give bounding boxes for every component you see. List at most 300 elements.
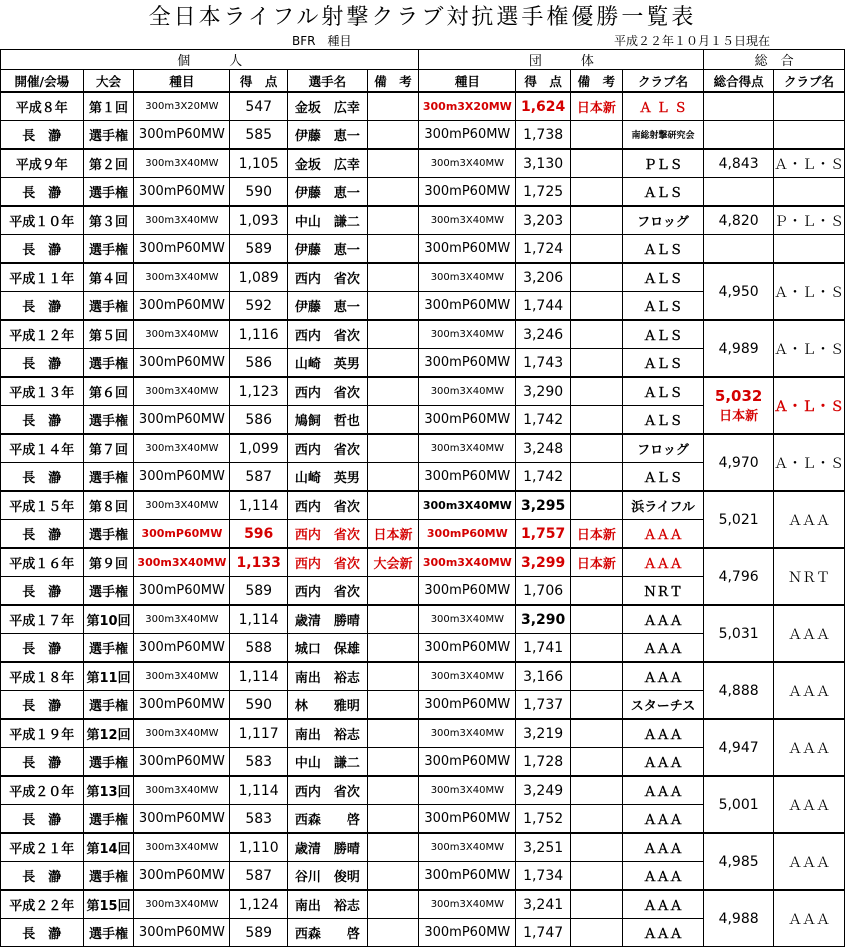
event-cell: 300m3X40MW (134, 263, 230, 292)
player-cell: 歳清 勝晴 (288, 605, 368, 634)
score-cell: 590 (230, 178, 288, 207)
team-event-cell: 300mP60MW (419, 463, 516, 492)
team-event-cell: 300m3X40MW (419, 491, 516, 520)
team-event-cell: 300m3X40MW (419, 377, 516, 406)
table-row (1, 377, 845, 406)
team-score-cell: 1,725 (516, 178, 571, 207)
team-remark-cell (571, 349, 623, 378)
event-cell: 300mP60MW (134, 634, 230, 663)
remark-cell (367, 434, 419, 463)
team-score-cell: 1,741 (516, 634, 571, 663)
total-score: 4,950 (718, 283, 759, 300)
club-cell: Ａ Ｌ Ｓ (622, 92, 704, 121)
team-event-cell: 300mP60MW (419, 349, 516, 378)
team-remark-cell (571, 406, 623, 435)
player-cell: 西内 省次 (288, 377, 368, 406)
year-cell: 平成１６年 (1, 548, 84, 577)
team-event-cell: 300m3X40MW (419, 548, 516, 577)
score-cell: 1,124 (230, 890, 288, 919)
edition-cell: 第15回 (83, 890, 134, 919)
total-score-cell (704, 662, 774, 719)
player-cell: 谷川 俊明 (288, 862, 368, 891)
team-remark-cell (571, 662, 623, 691)
remark-cell (367, 719, 419, 748)
team-score-cell: 1,737 (516, 691, 571, 720)
team-event-cell: 300m3X40MW (419, 605, 516, 634)
club-cell: ＡＡＡ (622, 805, 704, 834)
col-edition: 大会 (83, 70, 134, 93)
event-cell: 300mP60MW (134, 235, 230, 264)
edition-cell: 選手権 (83, 919, 134, 947)
player-cell: 西内 省次 (288, 577, 368, 606)
team-remark-cell (571, 776, 623, 805)
team-score-cell: 1,752 (516, 805, 571, 834)
total-score-cell (704, 605, 774, 662)
team-event-cell: 300mP60MW (419, 520, 516, 549)
team-score-cell: 1,728 (516, 748, 571, 777)
venue-cell: 長 瀞 (1, 349, 84, 378)
event-cell: 300mP60MW (134, 292, 230, 321)
remark-cell (367, 605, 419, 634)
player-cell: 南出 裕志 (288, 890, 368, 919)
player-cell: 西森 啓 (288, 919, 368, 947)
table-row (1, 719, 845, 748)
year-cell: 平成１２年 (1, 320, 84, 349)
team-event-cell: 300mP60MW (419, 292, 516, 321)
remark-cell (367, 634, 419, 663)
score-cell: 1,114 (230, 776, 288, 805)
event-cell: 300mP60MW (134, 463, 230, 492)
edition-cell: 第13回 (83, 776, 134, 805)
team-remark-cell (571, 292, 623, 321)
edition-cell: 第10回 (83, 605, 134, 634)
team-remark-cell (571, 890, 623, 919)
remark-cell (367, 406, 419, 435)
team-remark-cell (571, 463, 623, 492)
table-row (1, 890, 845, 919)
total-score-cell (704, 178, 774, 207)
total-score-cell (704, 434, 774, 491)
club-cell: ＡＬＳ (622, 235, 704, 264)
team-score-cell: 3,203 (516, 206, 571, 235)
venue-cell: 長 瀞 (1, 919, 84, 947)
club-cell: ＡＡＡ (622, 833, 704, 862)
team-event-cell: 300m3X20MW (419, 92, 516, 121)
score-cell: 1,116 (230, 320, 288, 349)
club-cell: ＡＬＳ (622, 178, 704, 207)
remark-cell (367, 463, 419, 492)
team-event-cell: 300mP60MW (419, 691, 516, 720)
club-cell: ＡＬＳ (622, 463, 704, 492)
team-remark-cell (571, 605, 623, 634)
score-cell: 1,123 (230, 377, 288, 406)
total-club-cell (773, 235, 844, 264)
total-record-note: 日本新 (719, 409, 759, 424)
remark-cell (367, 206, 419, 235)
event-cell: 300m3X40MW (134, 377, 230, 406)
team-event-cell: 300mP60MW (419, 862, 516, 891)
event-cell: 300m3X40MW (134, 206, 230, 235)
team-remark-cell: 日本新 (571, 548, 623, 577)
table-row (1, 235, 845, 264)
team-score-cell: 1,747 (516, 919, 571, 947)
col-team-event: 種目 (419, 70, 516, 93)
year-cell: 平成１１年 (1, 263, 84, 292)
event-cell: 300mP60MW (134, 577, 230, 606)
total-score-cell (704, 377, 774, 434)
team-remark-cell (571, 320, 623, 349)
total-score: 4,796 (718, 568, 759, 585)
team-remark-cell (571, 805, 623, 834)
year-cell: 平成１７年 (1, 605, 84, 634)
team-event-cell: 300m3X40MW (419, 149, 516, 178)
remark-cell (367, 805, 419, 834)
club-cell: ＡＬＳ (622, 263, 704, 292)
event-cell: 300m3X40MW (134, 434, 230, 463)
club-cell: ＰＬＳ (622, 149, 704, 178)
team-score-cell: 1,757 (516, 520, 571, 549)
edition-cell: 選手権 (83, 577, 134, 606)
total-club-cell (773, 178, 844, 207)
event-cell: 300mP60MW (134, 919, 230, 947)
team-remark-cell (571, 149, 623, 178)
total-score-cell (704, 890, 774, 947)
total-score: 5,021 (718, 511, 759, 528)
total-club-cell: Ａ・Ｌ・Ｓ (773, 434, 844, 491)
team-event-cell: 300mP60MW (419, 634, 516, 663)
section-individual: 個 人 (1, 50, 419, 70)
score-cell: 1,093 (230, 206, 288, 235)
team-remark-cell (571, 178, 623, 207)
edition-cell: 第５回 (83, 320, 134, 349)
total-score-cell (704, 491, 774, 548)
venue-cell: 長 瀞 (1, 748, 84, 777)
team-remark-cell (571, 634, 623, 663)
club-cell: ＡＡＡ (622, 662, 704, 691)
year-cell: 平成２１年 (1, 833, 84, 862)
edition-cell: 選手権 (83, 121, 134, 150)
team-remark-cell: 日本新 (571, 92, 623, 121)
team-event-cell: 300mP60MW (419, 805, 516, 834)
year-cell: 平成８年 (1, 92, 84, 121)
total-score: 4,970 (718, 454, 759, 471)
team-score-cell: 3,241 (516, 890, 571, 919)
total-club-cell (773, 121, 844, 150)
remark-cell (367, 662, 419, 691)
player-cell: 鳩飼 哲也 (288, 406, 368, 435)
event-cell: 300m3X20MW (134, 92, 230, 121)
player-cell: 西内 省次 (288, 520, 368, 549)
year-cell: 平成１９年 (1, 719, 84, 748)
venue-cell: 長 瀞 (1, 463, 84, 492)
event-cell: 300m3X40MW (134, 320, 230, 349)
team-score-cell: 1,734 (516, 862, 571, 891)
remark-cell (367, 748, 419, 777)
team-score-cell: 3,246 (516, 320, 571, 349)
page-title: 全日本ライフル射撃クラブ対抗選手権優勝一覧表 (148, 5, 697, 30)
club-cell: ＡＡＡ (622, 548, 704, 577)
edition-cell: 第９回 (83, 548, 134, 577)
edition-cell: 選手権 (83, 178, 134, 207)
team-score-cell: 3,299 (516, 548, 571, 577)
total-club-cell: ＡＡＡ (773, 719, 844, 776)
score-cell: 589 (230, 919, 288, 947)
table-row (1, 121, 845, 150)
column-header-row (1, 70, 845, 93)
team-remark-cell (571, 919, 623, 947)
total-score-cell (704, 92, 774, 121)
col-remarks: 備 考 (367, 70, 419, 93)
edition-cell: 選手権 (83, 235, 134, 264)
col-total-score: 総合得点 (704, 70, 774, 93)
club-cell: ＡＡＡ (622, 862, 704, 891)
total-score-cell (704, 235, 774, 264)
team-event-cell: 300m3X40MW (419, 263, 516, 292)
remark-cell (367, 263, 419, 292)
team-score-cell: 1,724 (516, 235, 571, 264)
club-cell: ＡＡＡ (622, 890, 704, 919)
score-cell: 1,117 (230, 719, 288, 748)
team-score-cell: 1,706 (516, 577, 571, 606)
team-event-cell: 300mP60MW (419, 406, 516, 435)
event-cell: 300m3X40MW (134, 833, 230, 862)
player-cell: 南出 裕志 (288, 719, 368, 748)
team-remark-cell (571, 206, 623, 235)
total-score-cell (704, 320, 774, 377)
team-event-cell: 300m3X40MW (419, 206, 516, 235)
total-club-cell: ＡＡＡ (773, 605, 844, 662)
club-cell: 浜ライフル (622, 491, 704, 520)
table-row (1, 548, 845, 577)
total-club-cell (773, 92, 844, 121)
club-cell: ＡＡＡ (622, 776, 704, 805)
remark-cell (367, 92, 419, 121)
total-club-cell: ＡＡＡ (773, 776, 844, 833)
event-cell: 300m3X40MW (134, 149, 230, 178)
total-score-cell: 4,843 (704, 149, 774, 178)
player-cell: 南出 裕志 (288, 662, 368, 691)
player-cell: 金坂 広幸 (288, 92, 368, 121)
club-cell: ＡＡＡ (622, 520, 704, 549)
player-cell: 西内 省次 (288, 263, 368, 292)
remark-cell (367, 491, 419, 520)
player-cell: 西内 省次 (288, 320, 368, 349)
table-row (1, 92, 845, 121)
col-venue: 開催/会場 (1, 70, 84, 93)
remark-cell (367, 349, 419, 378)
player-cell: 西内 省次 (288, 548, 368, 577)
team-remark-cell (571, 691, 623, 720)
event-cell: 300mP60MW (134, 406, 230, 435)
player-cell: 伊藤 恵一 (288, 178, 368, 207)
remark-cell (367, 377, 419, 406)
team-score-cell: 1,742 (516, 463, 571, 492)
table-row (1, 605, 845, 634)
club-cell: ＮＲＴ (622, 577, 704, 606)
sub-info (0, 32, 845, 50)
score-cell: 587 (230, 463, 288, 492)
score-cell: 1,099 (230, 434, 288, 463)
venue-cell: 長 瀞 (1, 121, 84, 150)
club-cell: ＡＡＡ (622, 748, 704, 777)
event-cell: 300m3X40MW (134, 548, 230, 577)
venue-cell: 長 瀞 (1, 406, 84, 435)
total-club-cell: ＡＡＡ (773, 890, 844, 947)
team-remark-cell (571, 833, 623, 862)
edition-cell: 第１回 (83, 92, 134, 121)
total-club-cell: Ａ・Ｌ・Ｓ (773, 320, 844, 377)
section-header-row (1, 50, 845, 70)
team-score-cell: 3,249 (516, 776, 571, 805)
venue-cell: 長 瀞 (1, 178, 84, 207)
team-event-cell: 300mP60MW (419, 577, 516, 606)
team-event-cell: 300m3X40MW (419, 890, 516, 919)
team-remark-cell (571, 121, 623, 150)
edition-cell: 第７回 (83, 434, 134, 463)
team-score-cell: 3,206 (516, 263, 571, 292)
club-cell: ＡＡＡ (622, 919, 704, 947)
year-cell: 平成１４年 (1, 434, 84, 463)
remark-cell (367, 862, 419, 891)
event-cell: 300mP60MW (134, 349, 230, 378)
edition-cell: 第12回 (83, 719, 134, 748)
team-score-cell: 3,166 (516, 662, 571, 691)
remark-cell: 日本新 (367, 520, 419, 549)
total-score: 4,989 (718, 340, 759, 357)
event-cell: 300mP60MW (134, 748, 230, 777)
venue-cell: 長 瀞 (1, 577, 84, 606)
team-event-cell: 300mP60MW (419, 919, 516, 947)
remark-cell (367, 292, 419, 321)
score-cell: 589 (230, 577, 288, 606)
event-cell: 300m3X40MW (134, 890, 230, 919)
table-row (1, 263, 845, 292)
edition-cell: 第３回 (83, 206, 134, 235)
event-cell: 300m3X40MW (134, 776, 230, 805)
team-score-cell: 1,742 (516, 406, 571, 435)
event-cell: 300m3X40MW (134, 605, 230, 634)
year-cell: 平成２０年 (1, 776, 84, 805)
edition-cell: 第11回 (83, 662, 134, 691)
team-remark-cell (571, 377, 623, 406)
table-row (1, 320, 845, 349)
team-score-cell: 1,744 (516, 292, 571, 321)
team-score-cell: 1,738 (516, 121, 571, 150)
table-row (1, 206, 845, 235)
remark-cell (367, 178, 419, 207)
total-score: 5,032 (714, 387, 763, 405)
total-score: 4,988 (718, 910, 759, 927)
event-cell: 300mP60MW (134, 805, 230, 834)
team-remark-cell (571, 491, 623, 520)
year-cell: 平成２２年 (1, 890, 84, 919)
player-cell: 伊藤 恵一 (288, 235, 368, 264)
total-club-cell: Ａ・Ｌ・Ｓ (773, 149, 844, 178)
player-cell: 西内 省次 (288, 434, 368, 463)
table-row (1, 833, 845, 862)
team-event-cell: 300m3X40MW (419, 434, 516, 463)
team-remark-cell (571, 577, 623, 606)
venue-cell: 長 瀞 (1, 634, 84, 663)
score-cell: 1,110 (230, 833, 288, 862)
score-cell: 588 (230, 634, 288, 663)
edition-cell: 選手権 (83, 634, 134, 663)
player-cell: 西内 省次 (288, 491, 368, 520)
remark-cell: 大会新 (367, 548, 419, 577)
total-score-cell: 4,820 (704, 206, 774, 235)
year-cell: 平成１３年 (1, 377, 84, 406)
player-cell: 林 雅明 (288, 691, 368, 720)
team-remark-cell (571, 263, 623, 292)
year-cell: 平成１５年 (1, 491, 84, 520)
edition-cell: 第14回 (83, 833, 134, 862)
table-row (1, 662, 845, 691)
edition-cell: 選手権 (83, 862, 134, 891)
edition-cell: 選手権 (83, 292, 134, 321)
club-cell: スターチス (622, 691, 704, 720)
remark-cell (367, 235, 419, 264)
total-club-cell: ＡＡＡ (773, 662, 844, 719)
score-cell: 586 (230, 349, 288, 378)
score-cell: 1,114 (230, 662, 288, 691)
remark-cell (367, 149, 419, 178)
section-team: 団 体 (419, 50, 704, 70)
edition-cell: 第２回 (83, 149, 134, 178)
team-remark-cell: 日本新 (571, 520, 623, 549)
team-score-cell: 3,251 (516, 833, 571, 862)
club-cell: ＡＬＳ (622, 377, 704, 406)
date-note: 平成２２年１０月１５日現在 (614, 34, 771, 48)
player-cell: 西内 省次 (288, 776, 368, 805)
event-cell: 300mP60MW (134, 862, 230, 891)
col-player: 選手名 (288, 70, 368, 93)
total-score: 5,031 (718, 625, 759, 642)
edition-cell: 第６回 (83, 377, 134, 406)
edition-cell: 選手権 (83, 406, 134, 435)
year-cell: 平成１０年 (1, 206, 84, 235)
score-cell: 1,114 (230, 605, 288, 634)
club-cell: 南総射撃研究会 (622, 121, 704, 150)
team-event-cell: 300mP60MW (419, 235, 516, 264)
club-cell: フロッグ (622, 206, 704, 235)
score-cell: 1,133 (230, 548, 288, 577)
edition-cell: 第８回 (83, 491, 134, 520)
club-cell: ＡＡＡ (622, 719, 704, 748)
club-cell: ＡＬＳ (622, 320, 704, 349)
event-cell: 300mP60MW (134, 178, 230, 207)
col-team-remarks: 備 考 (571, 70, 623, 93)
remark-cell (367, 776, 419, 805)
club-cell: ＡＬＳ (622, 292, 704, 321)
col-total-club: クラブ名 (773, 70, 844, 93)
table-row (1, 149, 845, 178)
club-cell: ＡＡＡ (622, 634, 704, 663)
total-score: 5,001 (718, 796, 759, 813)
category-label: BFR 種目 (292, 34, 352, 48)
venue-cell: 長 瀞 (1, 520, 84, 549)
player-cell: 伊藤 恵一 (288, 121, 368, 150)
team-event-cell: 300mP60MW (419, 748, 516, 777)
edition-cell: 選手権 (83, 463, 134, 492)
total-score: 4,947 (718, 739, 759, 756)
player-cell: 山崎 英男 (288, 349, 368, 378)
edition-cell: 選手権 (83, 520, 134, 549)
score-cell: 590 (230, 691, 288, 720)
team-score-cell: 3,248 (516, 434, 571, 463)
remark-cell (367, 121, 419, 150)
team-score-cell: 3,295 (516, 491, 571, 520)
event-cell: 300mP60MW (134, 691, 230, 720)
